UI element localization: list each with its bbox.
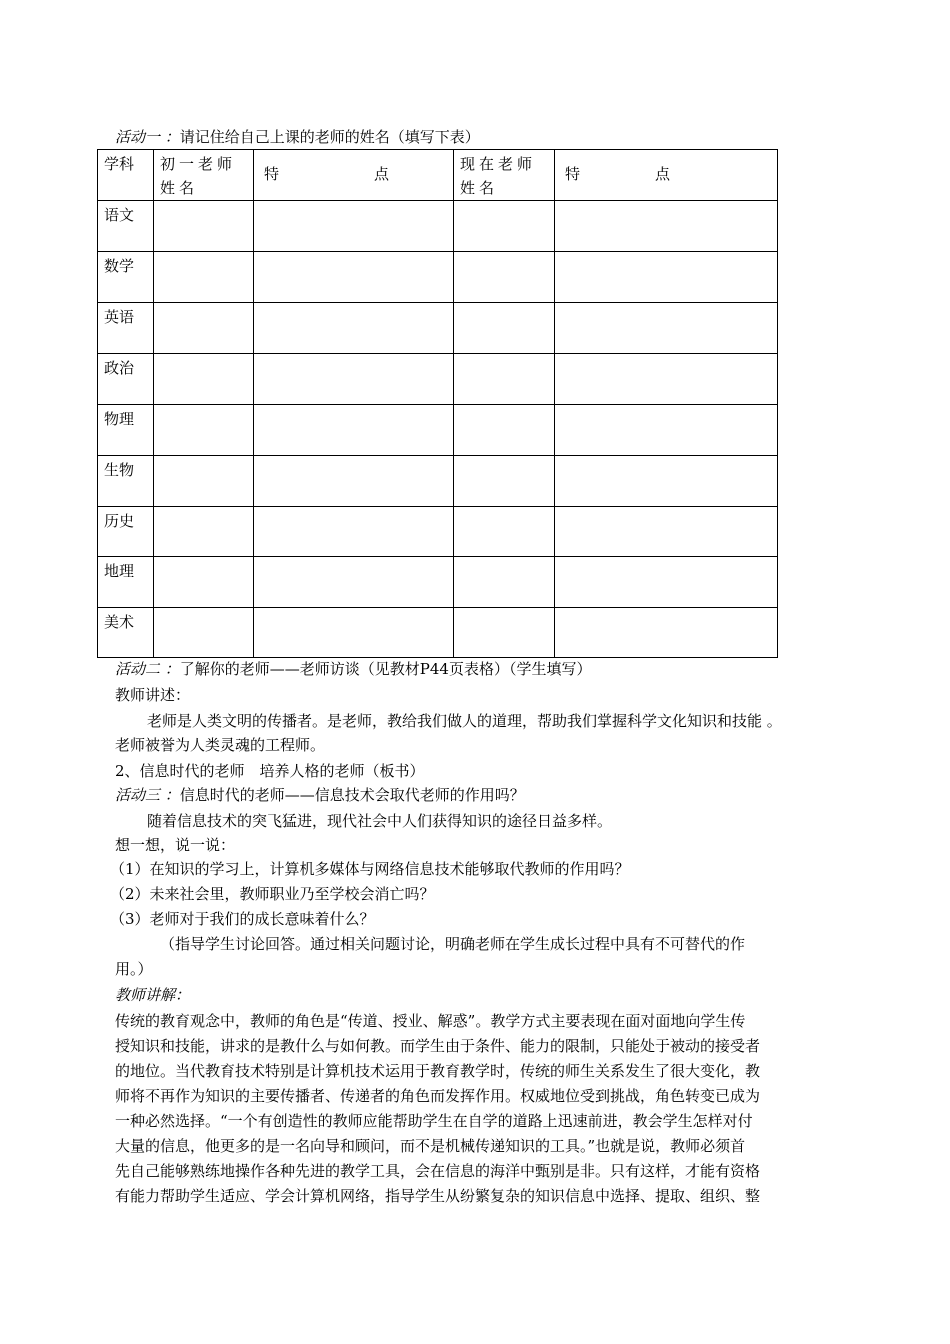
explain-line-5: 一种必然选择。“一个有创造性的教师应能帮助学生在自学的道路上迅速前进，教会学生怎样对付 [115,1112,753,1130]
subject-cell: 历史 [98,507,154,557]
think-label: 想一想，说一说： [115,836,236,854]
current-trait-cell[interactable] [555,456,778,507]
current-teacher-cell[interactable] [454,456,555,507]
current-teacher-cell[interactable] [454,405,555,456]
header-trait-1-b: 点 [373,165,389,183]
guidance-line-1: （指导学生讨论回答。通过相关问题讨论，明确老师在学生成长过程中具有不可替代的作 [160,935,746,953]
question-3: （3）老师对于我们的成长意味着什么？ [110,910,375,928]
grade1-teacher-cell[interactable] [154,252,254,303]
table-row [98,507,778,557]
table-row [98,405,778,456]
grade1-teacher-cell[interactable] [154,303,254,354]
section2-heading: 2、信息时代的老师 培养人格的老师（板书） [115,762,425,780]
subject-cell: 地理 [98,557,154,608]
activity1-text: 请记住给自己上课的老师的姓名（填写下表） [179,128,480,146]
subject-cell: 生物 [98,456,154,507]
current-teacher-cell[interactable] [454,557,555,608]
grade1-teacher-cell[interactable] [154,354,254,405]
current-teacher-cell[interactable] [454,303,555,354]
table-row [98,201,778,252]
current-trait-cell[interactable] [555,354,778,405]
teacher-says-label: 教师讲述： [115,686,191,704]
activity1-line [115,128,480,146]
teacher-says-p1: 老师是人类文明的传播者。是老师，教给我们做人的道理，帮助我们掌握科学文化知识和技能 。 [147,712,782,730]
table-row [98,252,778,303]
grade1-teacher-cell[interactable] [154,405,254,456]
current-trait-cell[interactable] [555,201,778,252]
subject-cell: 政治 [98,354,154,405]
explain-line-2: 授知识和技能，讲求的是教什么与如何教。而学生由于条件、能力的限制，只能处于被动的接受者 [115,1037,761,1055]
teacher-table [97,149,778,658]
guidance-line-2: 用。） [115,960,153,978]
header-grade1-name: 初一老师姓名 [154,150,254,201]
current-trait-cell[interactable] [555,557,778,608]
header-trait-2 [555,150,778,201]
grade1-teacher-cell[interactable] [154,456,254,507]
grade1-teacher-cell[interactable] [154,608,254,658]
activity3-label: 活动三 ： [115,786,180,804]
grade1-trait-cell[interactable] [254,252,454,303]
grade1-trait-cell[interactable] [254,354,454,405]
grade1-trait-cell[interactable] [254,456,454,507]
grade1-trait-cell[interactable] [254,303,454,354]
grade1-trait-cell[interactable] [254,201,454,252]
teacher-explain-label: 教师讲解： [115,986,191,1004]
header-subject: 学科 [98,150,154,201]
subject-cell: 数学 [98,252,154,303]
activity1-label: 活动一 ： [115,128,180,146]
table-row [98,456,778,507]
explain-line-7: 先自己能够熟练地操作各种先进的教学工具，会在信息的海洋中甄别是非。只有这样，才能有资格 [115,1162,761,1180]
grade1-teacher-cell[interactable] [154,201,254,252]
activity2-text: 了解你的老师——老师访谈（见教材P44页表格）（学生填写） [179,660,592,678]
table-row [98,303,778,354]
grade1-trait-cell[interactable] [254,557,454,608]
table-row [98,608,778,658]
header-trait-2-a: 特 [565,165,581,183]
grade1-trait-cell[interactable] [254,507,454,557]
question-1: （1）在知识的学习上，计算机多媒体与网络信息技术能够取代教师的作用吗？ [110,860,630,878]
current-trait-cell[interactable] [555,608,778,658]
current-trait-cell[interactable] [555,507,778,557]
table-header-row [98,150,778,201]
explain-line-6: 大量的信息，他更多的是一名向导和顾问，而不是机械传递知识的工具。”也就是说，教师必须首 [115,1137,746,1155]
table-row [98,557,778,608]
explain-line-1: 传统的教育观念中，教师的角色是“传道、授业、解惑”。教学方式主要表现在面对面地向学生传 [115,1012,746,1030]
subject-cell: 语文 [98,201,154,252]
header-trait-1-a: 特 [264,165,280,183]
current-teacher-cell[interactable] [454,201,555,252]
subject-cell: 美术 [98,608,154,658]
header-current-name: 现在老师姓名 [454,150,555,201]
grade1-teacher-cell[interactable] [154,507,254,557]
subject-cell: 物理 [98,405,154,456]
current-teacher-cell[interactable] [454,507,555,557]
activity3-text: 信息时代的老师——信息技术会取代老师的作用吗？ [179,786,525,804]
subject-cell: 英语 [98,303,154,354]
current-trait-cell[interactable] [555,252,778,303]
header-trait-2-b: 点 [654,165,670,183]
current-trait-cell[interactable] [555,303,778,354]
explain-line-3: 的地位。当代教育技术特别是计算机技术运用于教育教学时，传统的师生关系发生了很大变化，教 [115,1062,761,1080]
current-teacher-cell[interactable] [454,354,555,405]
activity3-intro: 随着信息技术的突飞猛进，现代社会中人们获得知识的途径日益多样。 [147,812,613,830]
question-2: （2）未来社会里，教师职业乃至学校会消亡吗？ [110,885,435,903]
header-trait-1 [254,150,454,201]
table-row [98,354,778,405]
grade1-trait-cell[interactable] [254,608,454,658]
current-teacher-cell[interactable] [454,252,555,303]
activity2-line [115,660,591,678]
explain-line-4: 师将不再作为知识的主要传播者、传递者的角色而发挥作用。权威地位受到挑战，角色转变已成为 [115,1087,761,1105]
teacher-says-p2: 老师被誉为人类灵魂的工程师。 [115,736,326,754]
activity3-line [115,786,525,804]
grade1-teacher-cell[interactable] [154,557,254,608]
explain-line-8: 有能力帮助学生适应、学会计算机网络，指导学生从纷繁复杂的知识信息中选择、提取、组织、整 [115,1187,761,1205]
current-trait-cell[interactable] [555,405,778,456]
grade1-trait-cell[interactable] [254,405,454,456]
activity2-label: 活动二 ： [115,660,180,678]
current-teacher-cell[interactable] [454,608,555,658]
